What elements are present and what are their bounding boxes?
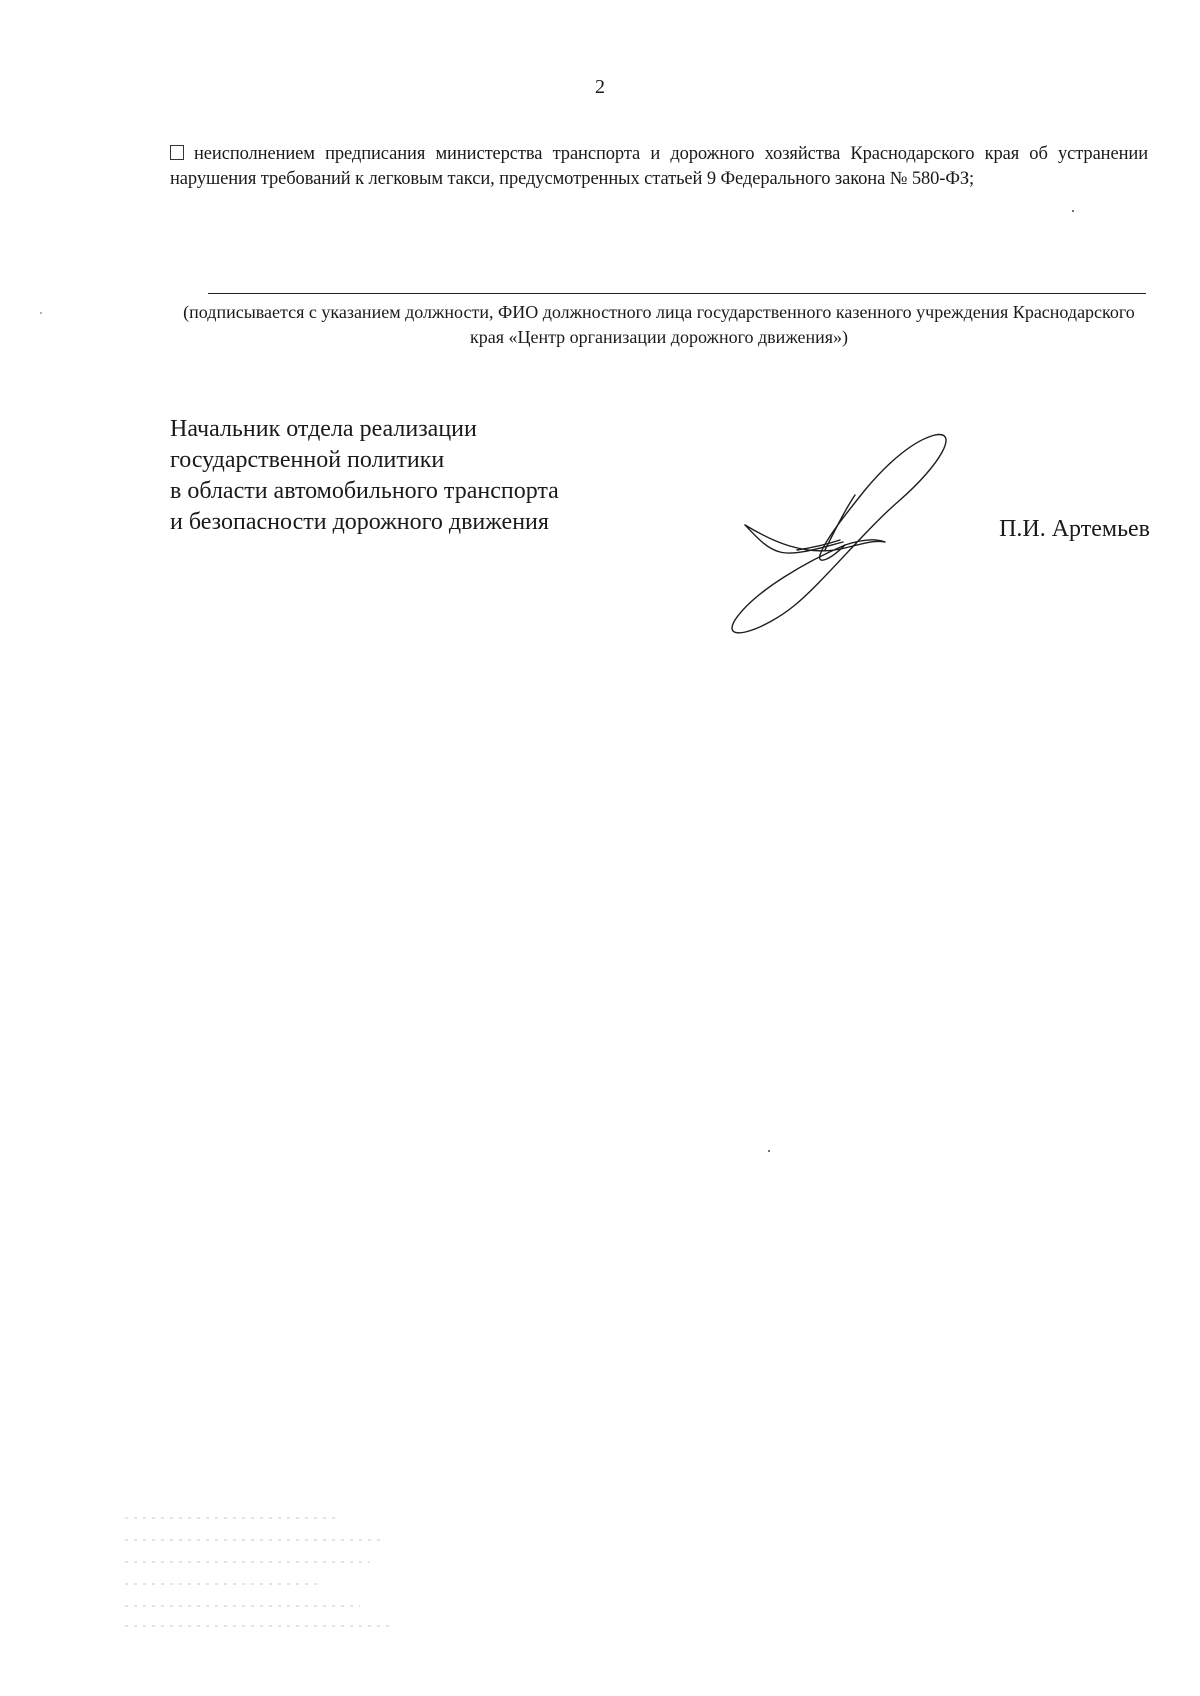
checkbox-icon <box>170 145 184 160</box>
scan-speck <box>768 1150 770 1152</box>
signer-position-line-4: и безопасности дорожного движения <box>170 509 549 535</box>
signer-name: П.И. Артемьев <box>999 516 1150 542</box>
signer-position-line-2: государственной политики <box>170 447 445 473</box>
signer-position-line-1: Начальник отдела реализации <box>170 416 477 442</box>
signature-underline <box>208 293 1146 294</box>
handwritten-signature-icon <box>725 430 955 660</box>
scan-speck <box>1072 210 1074 212</box>
signer-position-line-3: в области автомобильного транспорта <box>170 478 559 504</box>
body-paragraph <box>170 142 1148 192</box>
page-number: 2 <box>595 76 605 98</box>
signer-position <box>170 414 730 538</box>
faint-stamp-icon <box>120 1510 420 1630</box>
signature-note: (подписывается с указанием должности, ФИО должностного лица государственного казенного учреждения Краснодарского края «Центр организации дорожного движения») <box>183 302 1135 347</box>
body-paragraph-text: неисполнением предписания министерства транспорта и дорожного хозяйства Краснодарского края об устранении нарушения требований к легковым такси, предусмотренных статьей 9 Федерального закона № 580-ФЗ; <box>170 144 1148 189</box>
scan-speck <box>40 312 42 314</box>
